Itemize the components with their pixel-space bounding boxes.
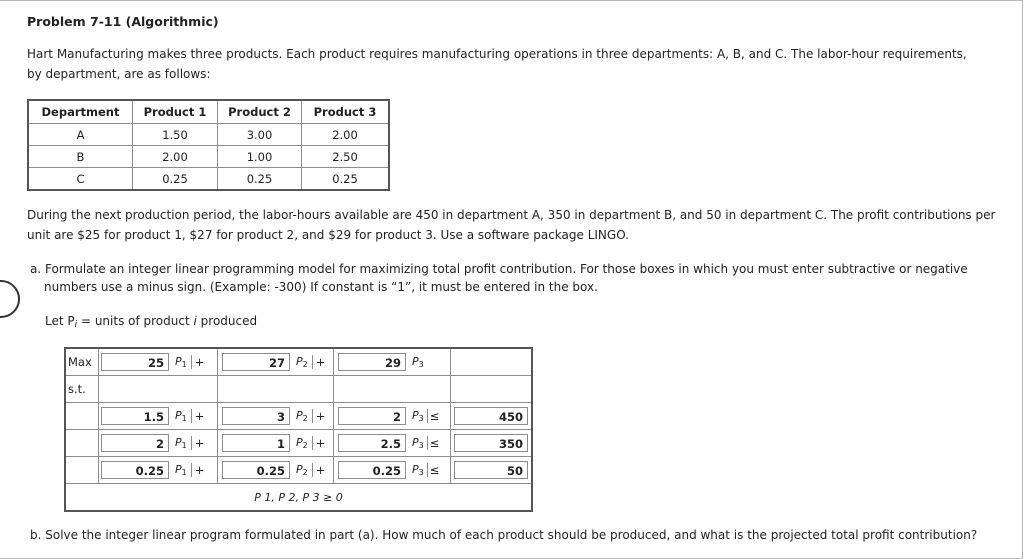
table-row — [28, 168, 389, 191]
table-cell: 2.00 — [302, 124, 390, 146]
c3-coef-1[interactable]: 0.25 — [101, 461, 169, 479]
c3-coef-3[interactable]: 0.25 — [338, 461, 406, 479]
header-product-1: Product 1 — [133, 100, 218, 124]
leq-sign: ≤ — [427, 436, 440, 450]
let-definition — [45, 311, 257, 335]
obj-coef-2[interactable]: 27 — [222, 353, 290, 371]
c1-coef-3[interactable]: 2 — [338, 407, 406, 425]
header-department: Department — [28, 100, 133, 124]
st-label: s.t. — [65, 376, 99, 403]
plus-sign: + — [312, 355, 326, 369]
constraint-row: 0.25 $P_1$ + 0.25 $P_2$ + 0.25 $P_3$ ≤ 50 — [65, 457, 532, 484]
let-sub: i — [74, 320, 78, 330]
part-b-text: b. Solve the integer linear program formulated in part (a). How much of each product should be produced, and what is the projected total profit contribution? — [30, 528, 978, 542]
c1-rhs[interactable]: 450 — [454, 407, 528, 425]
let-mid: = units of product — [77, 314, 194, 328]
c1-coef-2[interactable]: 3 — [222, 407, 290, 425]
st-row — [65, 376, 532, 403]
nonnegativity-constraint: P 1, P 2, P 3 ≥ 0 — [65, 484, 532, 512]
table-cell: 0.25 — [302, 168, 390, 191]
objective-row — [65, 348, 532, 376]
var-p2: $P_2$ — [296, 355, 308, 369]
table-cell: 1.00 — [218, 146, 302, 168]
leq-sign: ≤ — [427, 463, 440, 477]
table-cell: C — [28, 168, 133, 191]
c3-rhs[interactable]: 50 — [454, 461, 528, 479]
c2-coef-2[interactable]: 1 — [222, 434, 290, 452]
let-post: produced — [196, 314, 258, 328]
table-row — [28, 124, 389, 146]
table-cell: 3.00 — [218, 124, 302, 146]
availability-text: During the next production period, the labor-hours available are 450 in department A, 350 in department B, and 50 in department C. The profit contributions per unit are $25 for product 1, $27 for product 2, and $29 for product 3. Use a software package LINGO. — [27, 208, 996, 242]
let-i: i — [193, 314, 197, 328]
obj-coef-3[interactable]: 29 — [338, 353, 406, 371]
c2-coef-3[interactable]: 2.5 — [338, 434, 406, 452]
header-product-3: Product 3 — [302, 100, 390, 124]
table-cell: 0.25 — [133, 168, 218, 191]
let-pre: Let P — [45, 314, 75, 328]
labor-hours-table — [27, 99, 390, 191]
c2-coef-1[interactable]: 2 — [101, 434, 169, 452]
table-cell: 1.50 — [133, 124, 218, 146]
constraint-row: 1.5 $P_1$ + 3 $P_2$ + 2 $P_3$ ≤ 450 — [65, 403, 532, 430]
c2-rhs[interactable]: 350 — [454, 434, 528, 452]
c1-coef-1[interactable]: 1.5 — [101, 407, 169, 425]
table-row — [28, 146, 389, 168]
intro-text: Hart Manufacturing makes three products. Each product requires manufacturing operations in three departments: A, B, and C. The labor-hour requirements, by department, are as follows: — [27, 47, 967, 81]
table-cell: B — [28, 146, 133, 168]
leq-sign: ≤ — [427, 409, 440, 423]
obj-coef-1[interactable]: 25 — [101, 353, 169, 371]
header-product-2: Product 2 — [218, 100, 302, 124]
c3-coef-2[interactable]: 0.25 — [222, 461, 290, 479]
table-cell: 0.25 — [218, 168, 302, 191]
nonneg-row — [65, 484, 532, 512]
plus-sign: + — [191, 355, 205, 369]
max-label: Max — [65, 348, 99, 376]
ilp-model-table — [64, 347, 533, 512]
table-cell: 2.00 — [133, 146, 218, 168]
table-cell: A — [28, 124, 133, 146]
problem-title: Problem 7-11 (Algorithmic) — [27, 14, 219, 29]
var-p3: $P_3$ — [412, 355, 424, 369]
part-a-text — [30, 260, 1020, 296]
part-a-content: a. Formulate an integer linear programming model for maximizing total profit contribution. For those boxes in which you must enter subtractive or negative numbers use a minus sign. (Example: -300) If constant is “1”, it must be entered in the box. — [30, 262, 968, 294]
var-p1: $P_1$ — [175, 355, 187, 369]
table-cell: 2.50 — [302, 146, 390, 168]
constraint-row: 2 $P_1$ + 1 $P_2$ + 2.5 $P_3$ ≤ 350 — [65, 430, 532, 457]
table-header-row — [28, 100, 389, 124]
